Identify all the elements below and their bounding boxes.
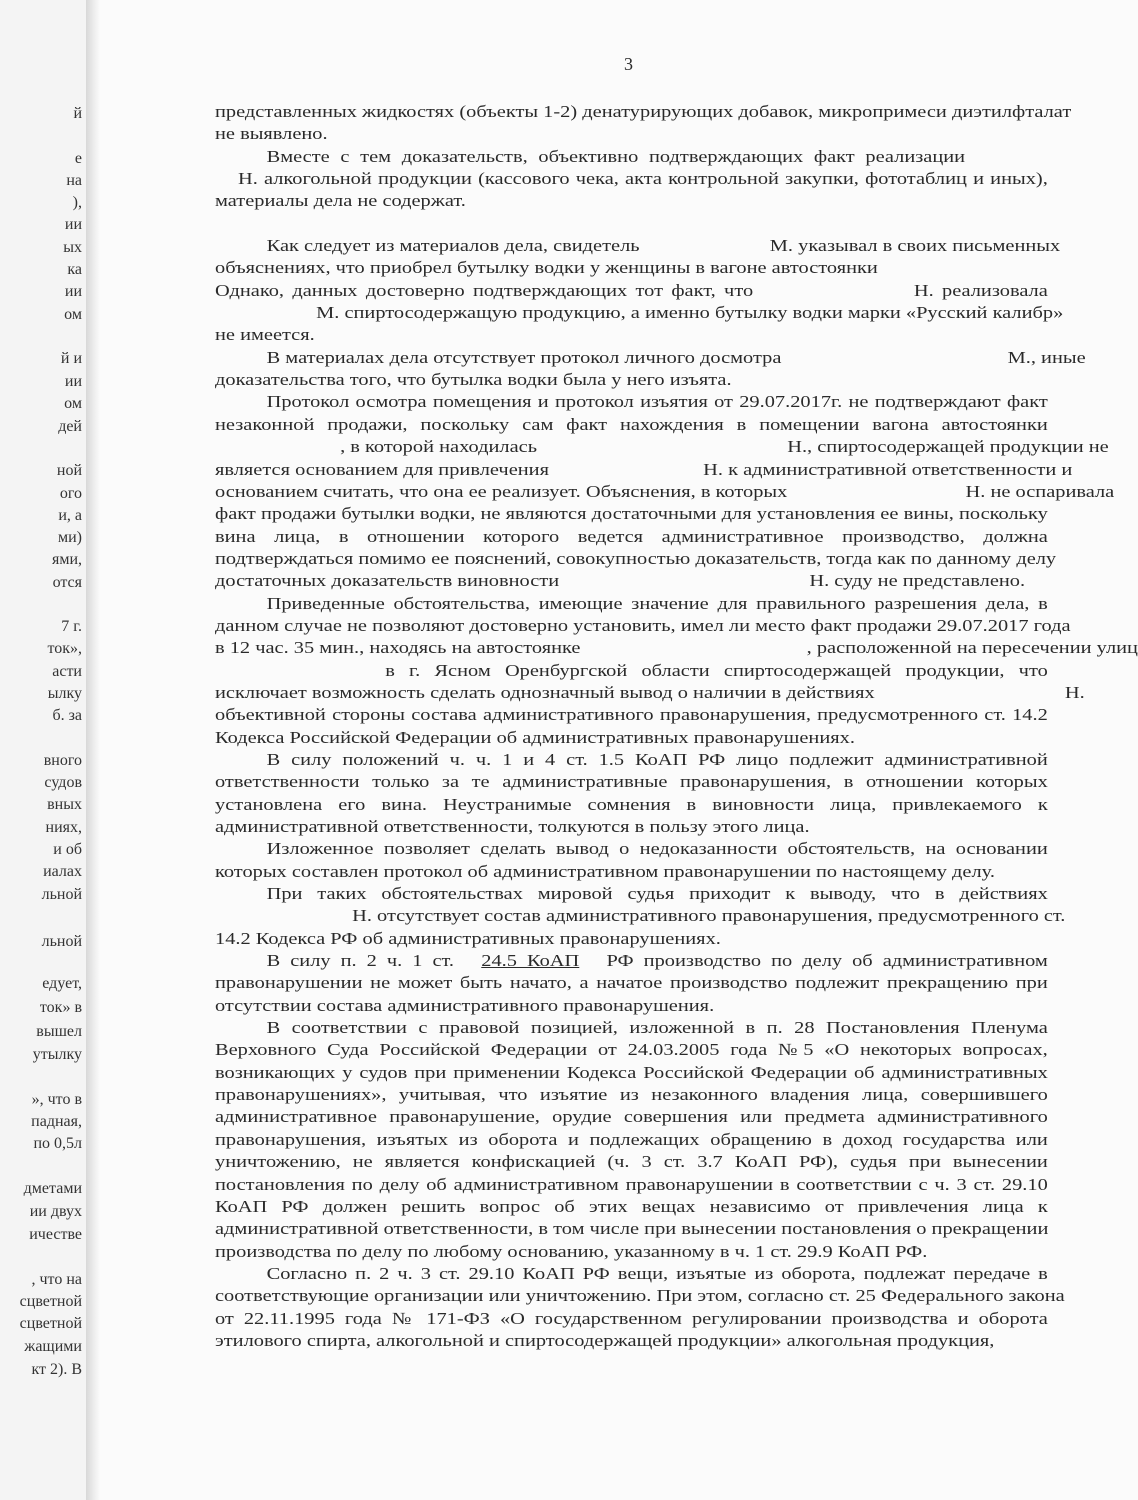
fragment-text: на (66, 172, 82, 189)
text-line (215, 838, 1048, 860)
text-segment: Кодекса Российской Федерации об административных правонарушениях. (215, 727, 855, 747)
text-line (215, 146, 1048, 168)
fragment-text: и об (53, 841, 82, 858)
text-segment: При таких обстоятельствах мировой судья приходит к выводу, что в действиях (266, 884, 1048, 904)
text-segment: Н. реализовала (913, 280, 1048, 300)
text-segment: объективной стороны состава административного правонарушения, предусмотренного ст. 14.2 (215, 705, 1048, 725)
text-segment: правонарушениях», учитывая, что изъятие из незаконного владения лица, совершившего (215, 1085, 1048, 1105)
fragment-text: ых (63, 239, 82, 256)
fragment-text: ка (67, 261, 82, 278)
fragment-text: сцветной (19, 1315, 82, 1332)
text-segment: вина лица, в отношении которого ведется административное производство, должна (215, 526, 1048, 546)
text-line (215, 883, 1048, 905)
text-segment: Н. отсутствует состав административного правонарушения, предусмотренного ст. (352, 906, 1066, 926)
page-fold-shadow (86, 0, 100, 1500)
text-segment: постановления по делу об административном правонарушении в соответствии с ч. 3 ст. 29.10 (215, 1174, 1048, 1194)
text-line (215, 1151, 1048, 1173)
text-segment: Как следует из материалов дела, свидетель (266, 236, 640, 256)
text-line (215, 391, 1048, 413)
law-reference-link[interactable]: 24.5 КоАП (481, 951, 580, 971)
text-line (215, 950, 1048, 972)
fragment-text: дметами (23, 1180, 82, 1197)
text-line (215, 257, 1048, 279)
text-line (215, 280, 1048, 302)
text-segment: Однако, данных достоверно подтверждающих тот факт, что (215, 280, 754, 300)
text-segment: ответственности только за те административные правонарушения, в отношении которых (215, 772, 1048, 792)
text-segment: административное правонарушение, орудие совершения или предмета административного (215, 1107, 1048, 1127)
text-segment: административной ответственности, в том числе при вынесении постановления о прекращении (215, 1219, 1049, 1239)
fragment-text: ниях, (45, 819, 82, 836)
text-segment: правонарушения, изъятых из оборота и подлежащих обращению в доход государства или (215, 1129, 1048, 1149)
text-segment: не выявлено. (215, 124, 328, 144)
text-line (215, 749, 1048, 771)
text-segment: этилового спирта, алкогольной и спиртосодержащей продукции» алкогольная продукция, (215, 1330, 995, 1350)
text-segment: В силу п. 2 ч. 1 ст. (266, 951, 455, 971)
text-segment: производства по делу по любому основанию, указанному в ч. 1 ст. 29.9 КоАП РФ. (215, 1241, 928, 1261)
fragment-text: ого (59, 485, 82, 502)
text-line (215, 123, 1048, 145)
text-segment: , в которой находилась (340, 437, 538, 457)
text-line (215, 972, 1048, 994)
text-line (215, 794, 1048, 816)
text-line (215, 1062, 1048, 1084)
text-line (215, 995, 1048, 1017)
fragment-text: вных (47, 796, 82, 813)
text-line (215, 1218, 1048, 1240)
text-line (215, 928, 1048, 950)
fragment-text: отся (52, 574, 82, 591)
text-segment: Н. к административной ответственности и (703, 459, 1073, 479)
text-line (215, 660, 1048, 682)
text-line (215, 101, 1072, 123)
text-line (215, 682, 1085, 704)
text-segment: Н. не оспаривала (965, 481, 1115, 501)
text-segment: правонарушении не может быть начато, а начатое производство подлежит прекращению при (215, 973, 1048, 993)
text-line (215, 526, 1048, 548)
fragment-text: ток» в (39, 999, 82, 1016)
text-line (215, 1308, 1048, 1330)
page-number: 3 (624, 54, 633, 74)
text-segment: Протокол осмотра помещения и протокол изъятия от 29.07.2017г. не подтверждают факт (266, 392, 1048, 412)
text-segment: КоАП РФ должен решить вопрос об этих вещах независимо от привлечения лица к (215, 1196, 1048, 1216)
fragment-text: вышел (36, 1023, 82, 1040)
text-line (215, 481, 1115, 503)
text-segment: является основанием для привлечения (215, 459, 549, 479)
text-segment: Вместе с тем доказательств, объективно подтверждающих факт реализации (266, 146, 966, 166)
fragment-text: жащими (24, 1338, 82, 1355)
text-line (215, 347, 1086, 369)
fragment-text: ями, (51, 551, 82, 568)
text-segment: Н. суду не представлено. (809, 571, 1026, 591)
text-line (215, 1039, 1048, 1061)
fragment-text: 7 г. (61, 618, 82, 635)
text-segment: М. спиртосодержащую продукцию, а именно бутылку водки марки «Русский калибр» (316, 303, 1064, 323)
text-segment: Н., спиртосодержащей продукции не (787, 437, 1109, 457)
text-segment: Н. алкогольной продукции (кассового чека, акта контрольной закупки, фототаблиц и иных), (237, 169, 1048, 189)
text-line (215, 369, 1048, 391)
text-segment: представленных жидкостях (объекты 1-2) денатурирующих добавок, микропримеси диэтилфталат (215, 102, 1072, 121)
text-segment: установлена его вина. Неустранимые сомнения в виновности лица, привлекаемого к (215, 794, 1048, 814)
fragment-text: сцветной (19, 1293, 82, 1310)
text-segment: возникающих у судов при применении Кодекса Российской Федерации об административных (215, 1062, 1048, 1082)
text-segment: достаточных доказательств виновности (215, 571, 560, 591)
text-line (215, 414, 1048, 436)
fragment-text: ии (64, 283, 82, 300)
text-line (215, 1196, 1048, 1218)
fragment-text: дей (58, 418, 82, 435)
text-line (215, 861, 1048, 883)
fragment-text: ии (64, 373, 82, 390)
text-line (215, 436, 1109, 458)
text-line (215, 302, 1064, 324)
text-segment: В силу положений ч. ч. 1 и 4 ст. 1.5 КоАП РФ лицо подлежит административной (266, 749, 1048, 769)
text-segment: объяснениях, что приобрел бутылку водки у женщины в вагоне автостоянки (215, 258, 878, 278)
text-segment: отсутствии состава административного правонарушения. (215, 995, 715, 1015)
fragment-text: ток», (47, 640, 82, 657)
fragment-text: ), (72, 194, 82, 211)
text-line (215, 1241, 1048, 1263)
text-line (215, 727, 1048, 749)
text-segment: 14.2 Кодекса РФ об административных правонарушениях. (215, 928, 721, 948)
text-segment: подтверждаться помимо ее пояснений, совокупностью доказательств, тогда как по данному делу (215, 548, 1057, 568)
fragment-text: ичестве (29, 1226, 82, 1243)
fragment-text: й и (60, 350, 82, 367)
text-line (215, 615, 1071, 637)
text-segment: которых составлен протокол об административном правонарушении по настоящему делу. (215, 861, 995, 881)
text-line (215, 905, 1066, 927)
text-line (215, 816, 1048, 838)
text-segment: М. указывал в своих письменных (769, 236, 1061, 256)
text-segment: Согласно п. 2 ч. 3 ст. 29.10 КоАП РФ вещи, изъятые из оборота, подлежат передаче в (266, 1263, 1048, 1283)
text-line (215, 1129, 1048, 1151)
text-segment: РФ производство по делу об административном (606, 951, 1048, 971)
text-line (215, 459, 1073, 481)
text-line (215, 1263, 1048, 1285)
text-segment: соответствующие организации или уничтожению. При этом, согласно ст. 25 Федерального закона (215, 1286, 1065, 1306)
text-segment: исключает возможность сделать однозначный вывод о наличии в действиях (215, 682, 875, 702)
text-line (215, 190, 1048, 212)
text-line (215, 771, 1048, 793)
text-line (215, 1285, 1065, 1307)
text-segment: Н. (1064, 682, 1085, 702)
text-line (215, 637, 1138, 659)
fragment-text: », что в (31, 1091, 82, 1108)
fragment-text: й (73, 105, 82, 122)
fragment-text: по 0,5л (33, 1135, 82, 1152)
fragment-text: ом (64, 395, 82, 412)
text-segment: М., иные (1007, 347, 1086, 367)
text-segment: факт продажи бутылки водки, не являются достаточными для установления ее вины, поскольку (215, 504, 1048, 524)
text-line (215, 324, 1048, 346)
text-line (215, 1017, 1048, 1039)
fragment-text: иалах (43, 863, 82, 880)
fragment-text: ной (56, 462, 82, 479)
text-segment: не имеется. (215, 325, 315, 345)
text-line (215, 1330, 1048, 1352)
text-line (215, 1084, 1048, 1106)
text-line (215, 570, 1048, 592)
text-segment: в г. Ясном Оренбургской области спиртосодержащей продукции, что (385, 660, 1048, 680)
fragment-text: едует, (42, 975, 82, 992)
fragment-text: падная, (31, 1113, 82, 1130)
text-line (215, 1174, 1048, 1196)
fragment-text: б. за (52, 707, 82, 724)
fragment-text: кт 2). В (31, 1361, 82, 1378)
fragment-text: вного (43, 752, 82, 769)
fragment-text: ми) (57, 529, 82, 546)
fragment-text: судов (44, 774, 82, 791)
fragment-text: ии двух (29, 1203, 82, 1220)
document-body (215, 101, 1138, 1352)
fragment-text: льной (41, 886, 82, 903)
text-segment: В материалах дела отсутствует протокол личного досмотра (266, 347, 782, 367)
text-segment: от 22.11.1995 года № 171-ФЗ «О государственном регулировании производства и оборота (215, 1308, 1048, 1328)
text-segment: Приведенные обстоятельства, имеющие значение для правильного разрешения дела, в (266, 593, 1048, 613)
text-segment: административной ответственности, толкуются в пользу этого лица. (215, 817, 810, 836)
text-line (215, 704, 1048, 726)
fragment-text: льной (41, 933, 82, 950)
text-segment: основанием считать, что она ее реализует. Объяснения, в которых (215, 481, 788, 501)
text-segment: уничтожению, не является конфискацией (ч. 3 ст. 3.7 КоАП РФ), судья при вынесении (215, 1152, 1048, 1172)
blank-line (215, 213, 1048, 235)
text-line (215, 235, 1061, 257)
text-segment: Верховного Суда Российской Федерации от 24.03.2005 года №5 «О некоторых вопросах, (215, 1040, 1048, 1060)
fragment-text: ии (64, 216, 82, 233)
text-segment: , расположенной на пересечении улиц (806, 638, 1138, 658)
text-segment: незаконной продажи, поскольку сам факт нахождения в помещении вагона автостоянки (215, 414, 1048, 434)
text-line (215, 1106, 1048, 1128)
text-segment: В соответствии с правовой позицией, изложенной в п. 28 Постановления Пленума (266, 1018, 1048, 1038)
text-segment: данном случае не позволяют достоверно установить, имел ли место факт продажи 29.07.2017 года (215, 615, 1071, 635)
text-line (215, 548, 1057, 570)
text-segment: Изложенное позволяет сделать вывод о недоказанности обстоятельств, на основании (266, 839, 1048, 859)
text-segment: доказательства того, что бутылка водки была у него изъята. (215, 370, 732, 390)
fragment-text: , что на (31, 1271, 82, 1288)
text-line (215, 593, 1048, 615)
fragment-text: е (74, 150, 82, 167)
text-line (215, 503, 1048, 525)
text-line (215, 168, 1048, 190)
fragment-text: ом (64, 306, 82, 323)
text-segment: материалы дела не содержат. (215, 191, 466, 211)
fragment-text: утылку (32, 1046, 82, 1063)
fragment-text: и, а (58, 507, 82, 524)
fragment-text: ылку (47, 685, 82, 702)
text-segment: в 12 час. 35 мин., находясь на автостоянке (215, 638, 581, 658)
fragment-text: асти (52, 663, 82, 680)
